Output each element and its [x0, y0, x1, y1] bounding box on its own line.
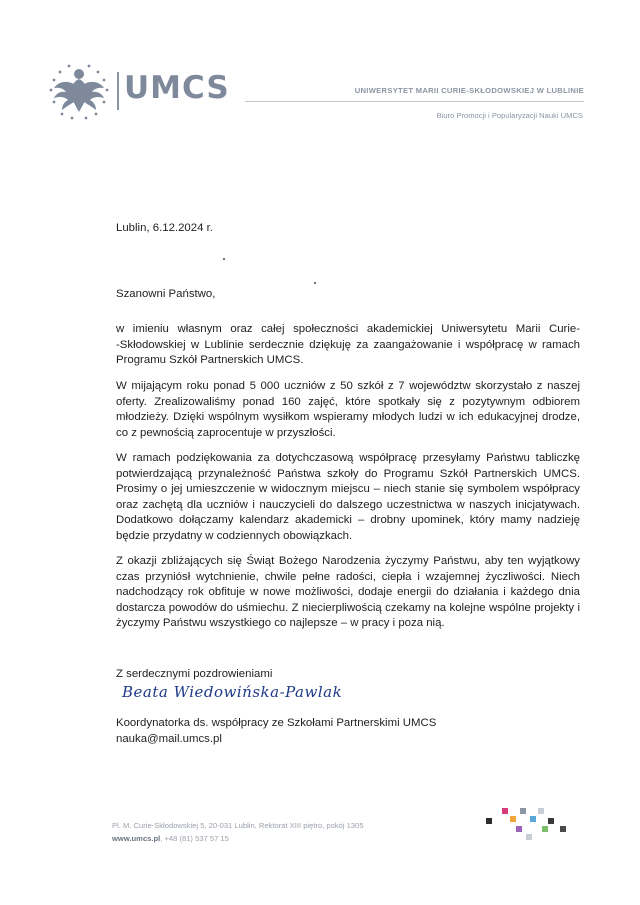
pixel	[486, 818, 492, 824]
signatory-role: Koordynatorka ds. współpracy ze Szkołami Partnerskimi UMCS	[116, 717, 437, 729]
paragraph-3: W ramach podziękowania za dotychczasową współpracę przesyłamy Państwu tabliczkę potwierdzającą przynależność Państwa szkoły do Programu Szkół Partnerskich UMCS. Prosimy o jej umieszczenie w widocznym miejscu – niech stanie się symbolem współpracy oraz zachętą dla uczniów i nauczycieli do dalszego uczestnictwa w naszych inicjatywach. Dodatkowo dołączamy kalendarz akademicki – drobny upominek, który mamy nadzieję będzie przydatny w codziennych obowiązkach.	[116, 452, 580, 542]
paragraph-4: Z okazji zbliżających się Świąt Bożego Narodzenia życzymy Państwu, aby ten wyjątkowy czas przyniósł wytchnienie, chwile pełne radości, ciepła i wzajemnej życzliwości. Niech nadchodzący rok obfituje w nowe możliwości, dodaje energii do działania i każdego dnia dostarcza powodów do uśmiechu. Z niecierpliwością czekamy na kolejne wspólne projekty i życzymy Państwu wszystkiego co najlepsze – w pracy i poza nią.	[116, 555, 580, 630]
umcs-logo	[48, 60, 238, 122]
university-name: UNIWERSYTET MARII CURIE-SKŁODOWSKIEJ W LUBLINIE	[354, 86, 584, 95]
scan-speck	[223, 258, 225, 260]
pixel	[560, 826, 566, 832]
paragraph-1: w imieniu własnym oraz całej społeczności akademickiej Uniwersytetu Marii Curie-‑Skłodowskiej w Lublinie serdecznie dziękuję za zaangażowanie i współpracę w ramach Programu Szkół Partnerskich UMCS.	[116, 323, 580, 367]
pixel-graphic	[486, 808, 586, 848]
pixel	[520, 808, 526, 814]
logo-divider	[117, 72, 119, 110]
footer-address: Pl. M. Curie-Skłodowskiej 5, 20-031 Lublin, Rektorat XIII piętro, pokój 1305	[112, 821, 364, 830]
closing: Z serdecznymi pozdrowieniami	[116, 668, 273, 680]
pixel	[510, 816, 516, 822]
pixel	[502, 808, 508, 814]
office-name: Biuro Promocji i Popularyzacji Nauki UMCS	[436, 111, 583, 120]
pixel	[548, 818, 554, 824]
pixel	[516, 826, 522, 832]
pixel	[526, 834, 532, 840]
letter-date: Lublin, 6.12.2024 r.	[116, 222, 213, 234]
website-link[interactable]: www.umcs.pl	[112, 834, 161, 843]
scan-speck	[314, 282, 316, 284]
pixel	[530, 816, 536, 822]
logo-text: UMCS	[124, 70, 230, 106]
eagle-emblem-icon	[48, 60, 110, 122]
footer-contact	[112, 834, 229, 843]
handwritten-signature: Beata Wiedowińska-Pawlak	[122, 683, 343, 701]
signatory-email: nauka@mail.umcs.pl	[116, 733, 222, 745]
paragraph-2: W mijającym roku ponad 5 000 uczniów z 50 szkół z 7 województw skorzystało z naszej oferty. Zrealizowaliśmy ponad 160 zajęć, które spotkały się z pozytywnym odbiorem młodzieży. Dzięki wspólnym wysiłkom wspieramy młodych ludzi w ich edukacyjnej drodze, co z pewnością zaprocentuje w przyszłości.	[116, 380, 580, 439]
header-rule	[245, 101, 584, 102]
pixel	[542, 826, 548, 832]
salutation: Szanowni Państwo,	[116, 288, 216, 300]
footer-phone: , +48 (81) 537 57 15	[160, 834, 229, 843]
pixel	[538, 808, 544, 814]
